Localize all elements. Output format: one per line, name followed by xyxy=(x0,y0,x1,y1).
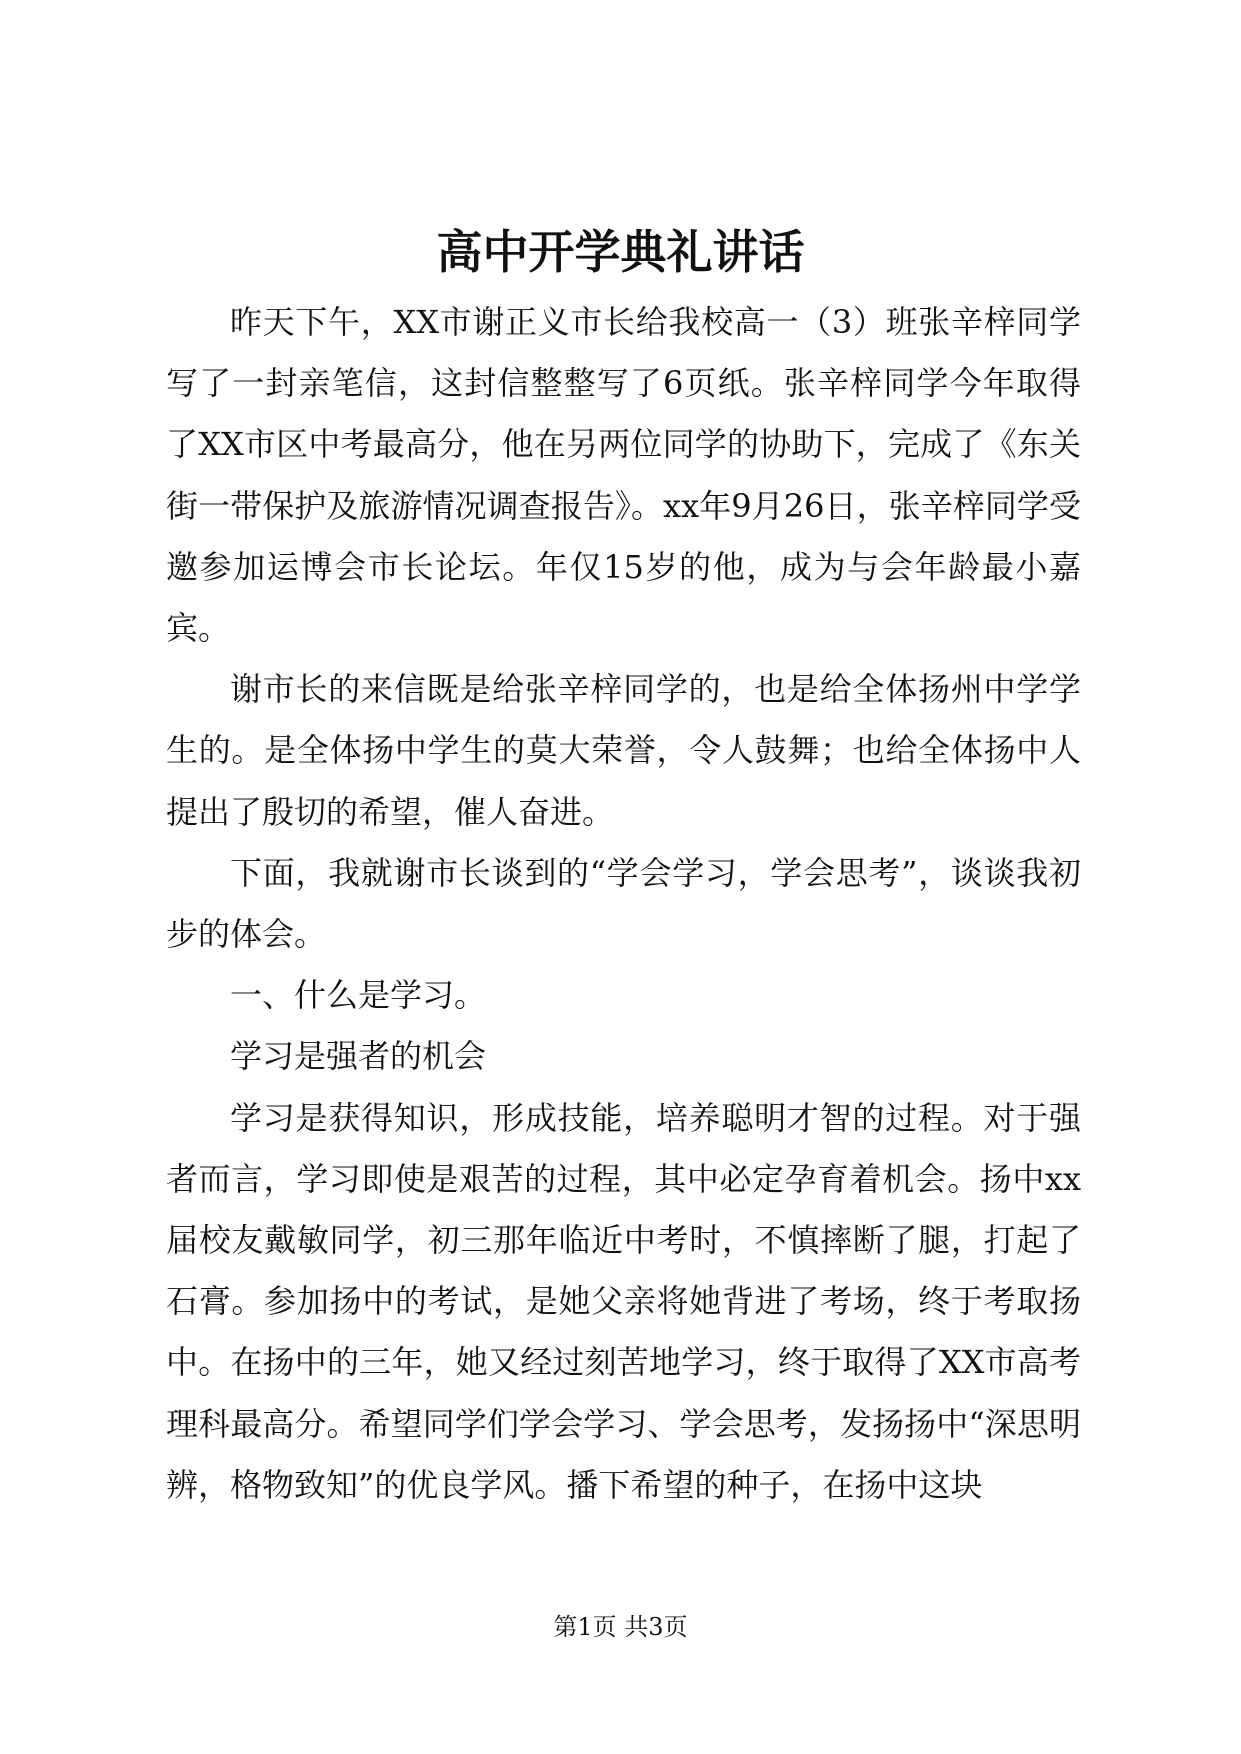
section-heading: 一、什么是学习。 xyxy=(230,976,487,1015)
page-title: 高中开学典礼讲话 xyxy=(436,225,805,279)
paragraph: 谢市长的来信既是给张辛梓同学的，也是给全体扬州中学学生的。是全体扬中学生的莫大荣誉，令人鼓舞；也给全体扬中人提出了殷切的希望，催人奋进。 xyxy=(166,670,1081,831)
document-body xyxy=(166,292,1081,1516)
paragraph: 下面，我就谢市长谈到的“学会学习，学会思考”，谈谈我初步的体会。 xyxy=(166,853,1081,954)
paragraph: 学习是获得知识，形成技能，培养聪明才智的过程。对于强者而言，学习即使是艰苦的过程，其中必定孕育着机会。扬中xx届校友戴敏同学，初三那年临近中考时，不慎摔断了腿，打起了石膏。参加扬中的考试，是她父亲将她背进了考场，终于考取扬中。在扬中的三年，她又经过刻苦地学习，终于取得了XX市高考理科最高分。希望同学们学会学习、学会思考，发扬扬中“深思明辨，格物致知”的优良学风。播下希望的种子，在扬中这块 xyxy=(166,1098,1081,1504)
subheading: 学习是强者的机会 xyxy=(230,1037,487,1076)
page-number-footer: 第1页 共3页 xyxy=(553,1613,688,1641)
paragraph: 昨天下午，XX市谢正义市长给我校高一（3）班张辛梓同学写了一封亲笔信，这封信整整写了6页纸。张辛梓同学今年取得了XX市区中考最高分，他在另两位同学的协助下，完成了《东关街一带保护及旅游情况调查报告》。xx年9月26日，张辛梓同学受邀参加运博会市长论坛。年仅15岁的他，成为与会年龄最小嘉宾。 xyxy=(166,303,1081,648)
